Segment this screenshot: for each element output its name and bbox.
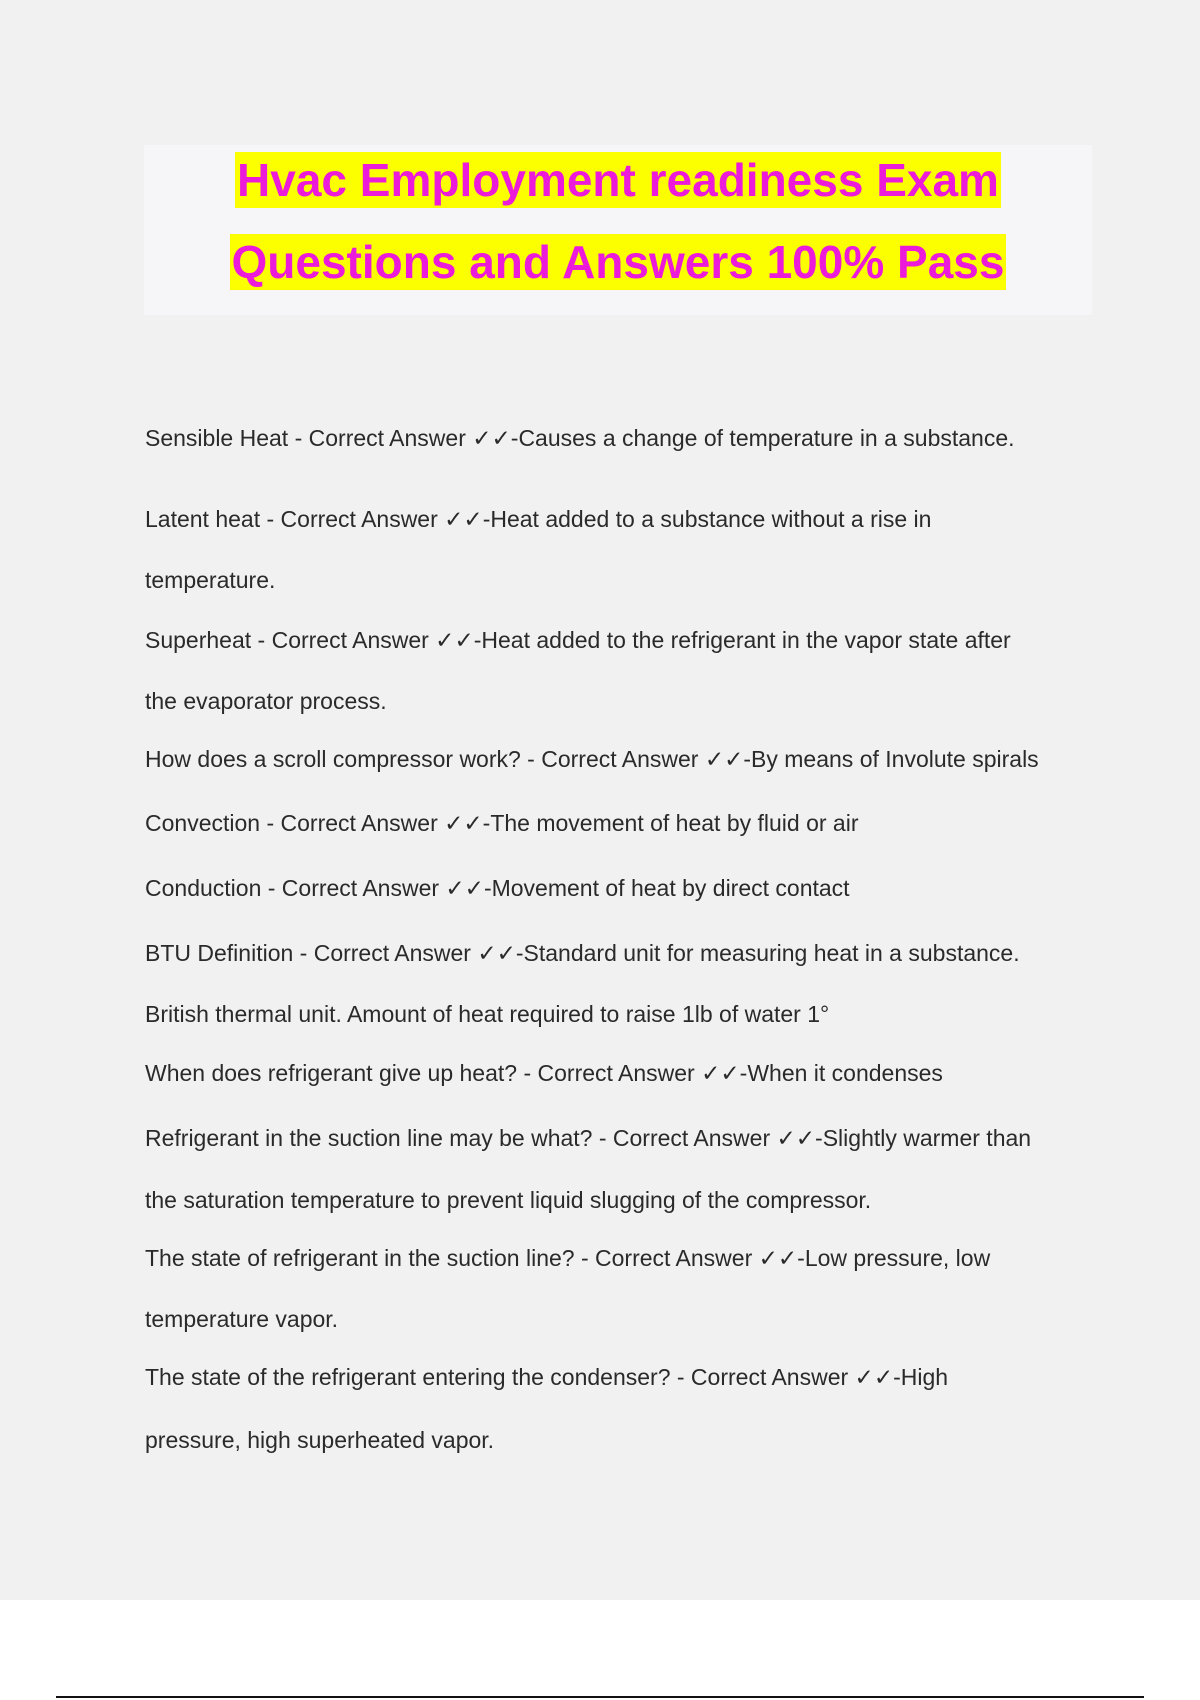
qa-suction-state-cont: temperature vapor.: [145, 1306, 339, 1332]
qa-refrigerant-heat: When does refrigerant give up heat? - Correct Answer ✓✓-When it condenses: [145, 1060, 943, 1086]
document-title-line-1: Hvac Employment readiness Exam: [237, 154, 999, 206]
qa-superheat: Superheat - Correct Answer ✓✓-Heat added to the refrigerant in the vapor state after: [145, 627, 1011, 653]
qa-scroll-compressor: How does a scroll compressor work? - Correct Answer ✓✓-By means of Involute spirals: [145, 746, 1039, 772]
qa-latent-heat-cont: temperature.: [145, 567, 276, 593]
title-block: [144, 145, 1092, 315]
qa-condenser-state-cont: pressure, high superheated vapor.: [145, 1427, 495, 1453]
document-title-line-2: Questions and Answers 100% Pass: [231, 236, 1005, 288]
qa-suction-line-cont: the saturation temperature to prevent liquid slugging of the compressor.: [145, 1187, 872, 1213]
qa-condenser-state: The state of the refrigerant entering the condenser? - Correct Answer ✓✓-High: [145, 1364, 949, 1390]
qa-suction-line: Refrigerant in the suction line may be what? - Correct Answer ✓✓-Slightly warmer than: [145, 1125, 1032, 1151]
qa-btu-definition: BTU Definition - Correct Answer ✓✓-Standard unit for measuring heat in a substance.: [145, 940, 1020, 966]
qa-btu-definition-cont: British thermal unit. Amount of heat required to raise 1lb of water 1°: [145, 1001, 830, 1027]
qa-convection: Convection - Correct Answer ✓✓-The movement of heat by fluid or air: [145, 810, 859, 836]
qa-latent-heat: Latent heat - Correct Answer ✓✓-Heat added to a substance without a rise in: [145, 506, 932, 532]
qa-superheat-cont: the evaporator process.: [145, 688, 387, 714]
qa-suction-state: The state of refrigerant in the suction line? - Correct Answer ✓✓-Low pressure, low: [145, 1245, 991, 1271]
footer-divider: [56, 1696, 1144, 1698]
qa-conduction: Conduction - Correct Answer ✓✓-Movement of heat by direct contact: [145, 875, 850, 901]
qa-sensible-heat: Sensible Heat - Correct Answer ✓✓-Causes a change of temperature in a substance.: [145, 425, 1015, 451]
